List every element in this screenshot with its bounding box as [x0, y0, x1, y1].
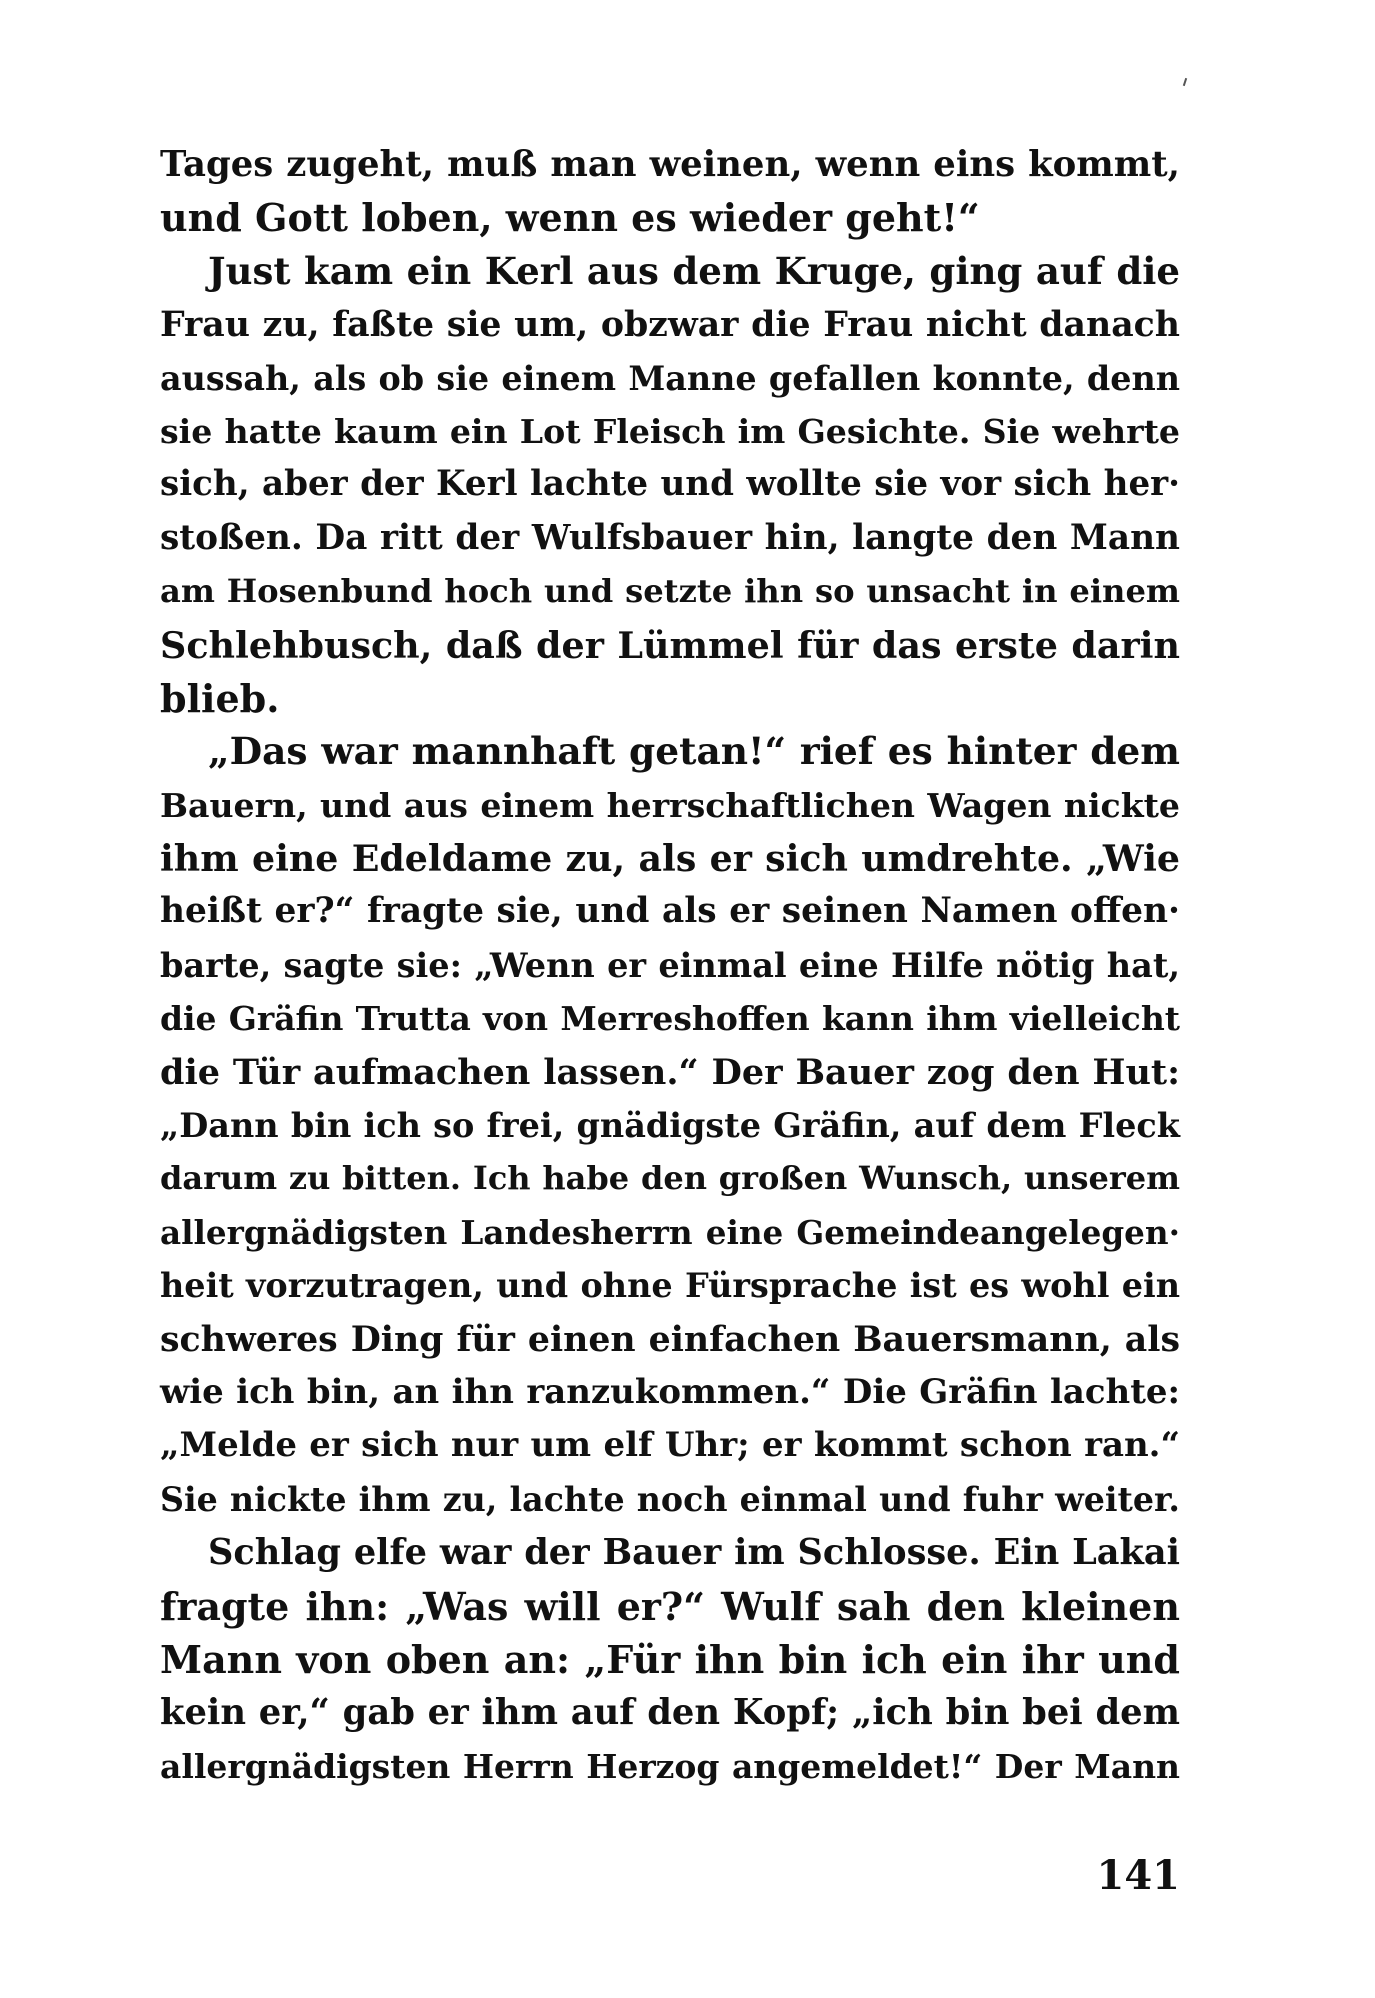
text-line: Mann von oben an: „Für ihn bin ich ein ihr und — [160, 1636, 1180, 1682]
text-line: blieb. — [160, 675, 280, 721]
text-line: Just kam ein Kerl aus dem Kruge, ging auf die — [208, 248, 1180, 293]
text-line: allergnädigsten Landesherrn eine Gemeindeangelegen· — [160, 1212, 1180, 1252]
text-line: und Gott loben, wenn es wieder geht!“ — [160, 195, 980, 241]
text-line: am Hosenbund hoch und setzte ihn so unsacht in einem — [160, 572, 1180, 611]
text-line: die Tür aufmachen lassen.“ Der Bauer zog den Hut: — [160, 1051, 1180, 1093]
text-line: ihm eine Edeldame zu, als er sich umdrehte. „Wie — [160, 837, 1180, 881]
text-line: Bauern, und aus einem herrschaftlichen Wagen nickte — [160, 785, 1180, 825]
page-number: 141 — [1096, 1852, 1180, 1899]
text-line: stoßen. Da ritt der Wulfsbauer hin, langte den Mann — [160, 517, 1180, 558]
print-speck — [1183, 78, 1187, 86]
body-text — [160, 138, 1180, 1793]
text-line: heit vorzutragen, und ohne Fürsprache ist es wohl ein — [160, 1266, 1180, 1306]
text-line: Schlag elfe war der Bauer im Schlosse. Ein Lakai — [208, 1532, 1180, 1574]
text-line: darum zu bitten. Ich habe den großen Wunsch, unserem — [160, 1159, 1180, 1198]
text-line: sich, aber der Kerl lachte und wollte sie vor sich her· — [160, 464, 1180, 505]
text-line: barte, sagte sie: „Wenn er einmal eine Hilfe nötig hat, — [160, 945, 1180, 985]
text-line: kein er,“ gab er ihm auf den Kopf; „ich bin bei dem — [160, 1692, 1180, 1734]
text-line: Frau zu, faßte sie um, obzwar die Frau nicht danach — [160, 304, 1180, 346]
text-line: „Melde er sich nur um elf Uhr; er kommt schon ran.“ — [160, 1425, 1180, 1466]
text-line: fragte ihn: „Was will er?“ Wulf sah den kleinen — [160, 1583, 1180, 1629]
text-line: wie ich bin, an ihn ranzukommen.“ Die Gräfin lachte: — [160, 1371, 1180, 1412]
text-line: „Das war mannhaft getan!“ rief es hinter dem — [208, 729, 1180, 774]
text-line: schweres Ding für einen einfachen Bauersmann, als — [160, 1318, 1180, 1360]
text-line: Sie nickte ihm zu, lachte noch einmal und fuhr weiter. — [160, 1479, 1180, 1519]
text-line: Schlehbusch, daß der Lümmel für das erste darin — [160, 623, 1180, 667]
text-line: allergnädigsten Herrn Herzog angemeldet!“ Der Mann — [160, 1746, 1180, 1786]
text-line: Tages zugeht, muß man weinen, wenn eins kommt, — [160, 144, 1180, 185]
text-line: heißt er?“ fragte sie, und als er seinen Namen offen· — [160, 891, 1180, 932]
text-line: die Gräfin Trutta von Merreshoffen kann ihm vielleicht — [160, 999, 1180, 1039]
text-line: „Dann bin ich so frei, gnädigste Gräfin, auf dem Fleck — [160, 1106, 1180, 1146]
text-line: sie hatte kaum ein Lot Fleisch im Gesichte. Sie wehrte — [160, 411, 1180, 451]
text-line: aussah, als ob sie einem Manne gefallen konnte, denn — [160, 358, 1180, 398]
